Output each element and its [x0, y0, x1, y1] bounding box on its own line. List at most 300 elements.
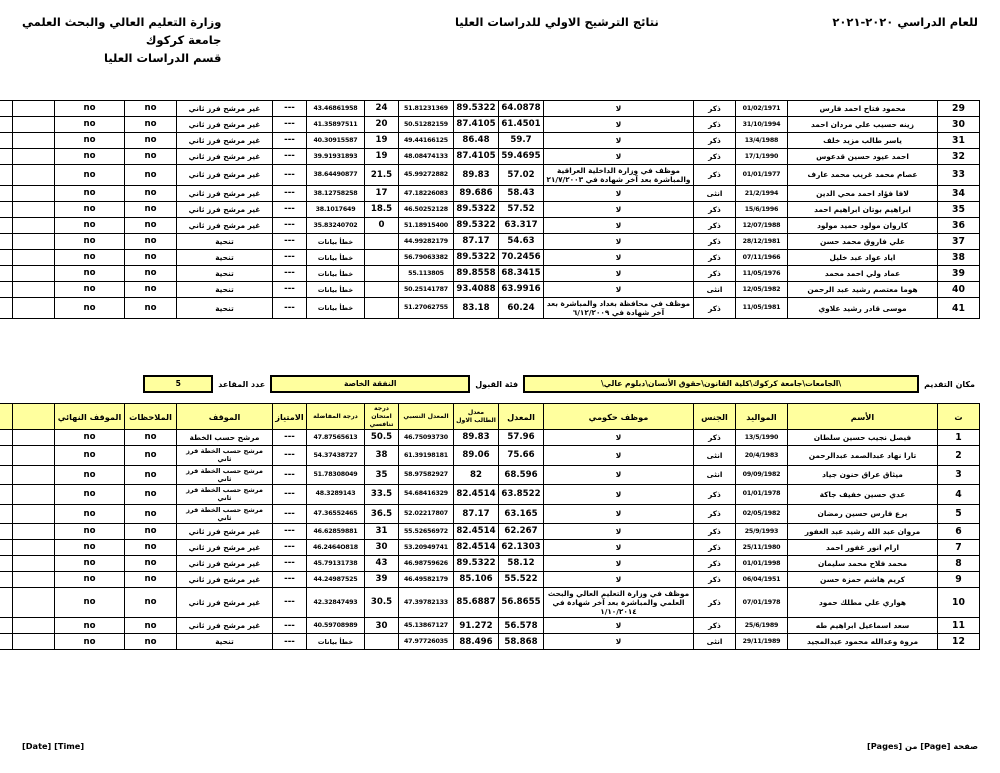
cell-average: 57.96 — [499, 430, 544, 446]
cell-spare-1 — [13, 588, 55, 618]
cell-gov-employee: لا — [544, 186, 694, 202]
cell-notes: no — [125, 149, 177, 165]
cell-gov-employee: لا — [544, 540, 694, 556]
cell-birth: 01/02/1971 — [736, 101, 788, 117]
cell-spare-1 — [13, 218, 55, 234]
cell-birth: 07/11/1966 — [736, 250, 788, 266]
cell-name: عدي حسين خفيف جاكة — [788, 485, 938, 504]
cell-position: تنحية — [177, 298, 273, 319]
cell-competition-degree: 43.46861958 — [307, 101, 365, 117]
cell-final-position: no — [55, 446, 125, 465]
cell-spare-1 — [13, 101, 55, 117]
cell-competition-degree: 41.35897511 — [307, 117, 365, 133]
cell-final-position: no — [55, 485, 125, 504]
col-header-birth: المواليد — [736, 404, 788, 430]
cell-relative-average: 46.75093730 — [399, 430, 454, 446]
cell-notes: no — [125, 540, 177, 556]
cell-average: 62.1303 — [499, 540, 544, 556]
cell-name: هوما معتصم رشيد عبد الرحمن — [788, 282, 938, 298]
page-footer — [0, 741, 1000, 751]
cell-average: 58.868 — [499, 634, 544, 650]
cell-exam-degree: 30 — [365, 540, 399, 556]
cell-final-position: no — [55, 133, 125, 149]
cell-name: مروان عبد الله رشيد عبد الغفور — [788, 524, 938, 540]
cell-index: 5 — [938, 504, 980, 523]
cell-average: 57.02 — [499, 165, 544, 186]
table-row — [0, 556, 980, 572]
cell-sex: ذكر — [694, 298, 736, 319]
cell-relative-average: 44.99282179 — [399, 234, 454, 250]
cell-sex: ذكر — [694, 202, 736, 218]
cell-exam-degree: 24 — [365, 101, 399, 117]
col-header-average: المعدل — [499, 404, 544, 430]
col-header-gov-employee: موظف حكومي — [544, 404, 694, 430]
cell-relative-average: 46.50252128 — [399, 202, 454, 218]
cell-final-position: no — [55, 250, 125, 266]
cell-spare-2 — [0, 234, 13, 250]
cell-first-student-avg: 82.4514 — [454, 540, 499, 556]
cell-gov-employee: لا — [544, 572, 694, 588]
cell-notes: no — [125, 556, 177, 572]
cell-merit: --- — [273, 540, 307, 556]
cell-final-position: no — [55, 465, 125, 484]
cell-birth: 25/9/1993 — [736, 524, 788, 540]
cell-gov-employee: لا — [544, 485, 694, 504]
cell-name: برع فارس حسين رمضان — [788, 504, 938, 523]
table-row — [0, 465, 980, 484]
cell-spare-2 — [0, 572, 13, 588]
cell-sex: ذكر — [694, 165, 736, 186]
cell-spare-2 — [0, 430, 13, 446]
cell-merit: --- — [273, 266, 307, 282]
cell-name: زينه حسيب علي مردان احمد — [788, 117, 938, 133]
cell-final-position: no — [55, 540, 125, 556]
cell-birth: 28/12/1981 — [736, 234, 788, 250]
col-header-final-position: الموقف النهائي — [55, 404, 125, 430]
cell-relative-average: 54.68416329 — [399, 485, 454, 504]
cell-gov-employee: لا — [544, 218, 694, 234]
cell-sex: انثى — [694, 634, 736, 650]
cell-name: ياسر طالب مزيد خلف — [788, 133, 938, 149]
cell-spare-1 — [13, 572, 55, 588]
cell-competition-degree: 35.83240702 — [307, 218, 365, 234]
cell-position: غير مرشح فرز ثاني — [177, 101, 273, 117]
cell-spare-2 — [0, 117, 13, 133]
cell-birth: 20/4/1983 — [736, 446, 788, 465]
cell-spare-1 — [13, 556, 55, 572]
cell-sex: ذكر — [694, 572, 736, 588]
cell-birth: 01/01/1978 — [736, 485, 788, 504]
cell-gov-employee: لا — [544, 133, 694, 149]
table-row — [0, 282, 980, 298]
cell-final-position: no — [55, 218, 125, 234]
cell-relative-average: 45.99272882 — [399, 165, 454, 186]
cell-first-student-avg: 89.8558 — [454, 266, 499, 282]
cell-first-student-avg: 85.6887 — [454, 588, 499, 618]
cell-spare-1 — [13, 186, 55, 202]
cell-spare-1 — [13, 266, 55, 282]
continued-table-body — [0, 101, 980, 319]
cell-competition-degree: 45.79131738 — [307, 556, 365, 572]
main-results-table — [0, 403, 980, 650]
cell-exam-degree: 39 — [365, 572, 399, 588]
cell-first-student-avg: 88.496 — [454, 634, 499, 650]
cell-position: غير مرشح فرز ثاني — [177, 186, 273, 202]
cell-spare-1 — [13, 117, 55, 133]
cell-birth: 09/09/1982 — [736, 465, 788, 484]
cell-gov-employee: موظف في محافظة بغداد والمباشرة بعد آخر شهادة في ٦/١٢/٢٠٠٩ — [544, 298, 694, 319]
cell-index: 33 — [938, 165, 980, 186]
cell-notes: no — [125, 101, 177, 117]
header-organization — [22, 14, 221, 67]
cell-sex: ذكر — [694, 149, 736, 165]
cell-notes: no — [125, 282, 177, 298]
cell-notes: no — [125, 165, 177, 186]
cell-competition-degree: خطأ بيانات — [307, 234, 365, 250]
cell-sex: ذكر — [694, 218, 736, 234]
cell-first-student-avg: 87.17 — [454, 504, 499, 523]
cell-exam-degree: 19 — [365, 149, 399, 165]
cell-merit: --- — [273, 634, 307, 650]
cell-notes: no — [125, 485, 177, 504]
cell-merit: --- — [273, 618, 307, 634]
cell-final-position: no — [55, 298, 125, 319]
cell-gov-employee: لا — [544, 430, 694, 446]
cell-spare-2 — [0, 446, 13, 465]
cell-birth: 01/01/1998 — [736, 556, 788, 572]
cell-gov-employee: موظف في وزارة الداخلية العراقية والمباشرة بعد آخر شهادة في ٢١/٧/٢٠٠٣ — [544, 165, 694, 186]
col-header-relative-average: المعدل النسبي — [399, 404, 454, 430]
cell-first-student-avg: 82.4514 — [454, 524, 499, 540]
cell-sex: انثى — [694, 465, 736, 484]
cell-gov-employee: لا — [544, 634, 694, 650]
cell-first-student-avg: 91.272 — [454, 618, 499, 634]
cell-merit: --- — [273, 504, 307, 523]
cell-spare-2 — [0, 634, 13, 650]
cell-spare-1 — [13, 465, 55, 484]
cell-spare-1 — [13, 282, 55, 298]
cell-position: غير مرشح فرز ثاني — [177, 588, 273, 618]
cell-relative-average: 61.39198181 — [399, 446, 454, 465]
cell-relative-average: 55.52656972 — [399, 524, 454, 540]
cell-birth: 07/01/1978 — [736, 588, 788, 618]
cell-final-position: no — [55, 430, 125, 446]
cell-relative-average: 47.97726035 — [399, 634, 454, 650]
cell-name: فيصل نجيب حسين سلطان — [788, 430, 938, 446]
cell-name: علي فاروق محمد حسن — [788, 234, 938, 250]
col-header-spare-1 — [13, 404, 55, 430]
cell-first-student-avg: 86.48 — [454, 133, 499, 149]
cell-exam-degree — [365, 234, 399, 250]
cell-notes: no — [125, 298, 177, 319]
cell-competition-degree: 38.1017649 — [307, 202, 365, 218]
cell-spare-2 — [0, 504, 13, 523]
cell-average: 62.267 — [499, 524, 544, 540]
cell-position: تنحية — [177, 234, 273, 250]
col-header-sex: الجنس — [694, 404, 736, 430]
cell-competition-degree: 51.78308049 — [307, 465, 365, 484]
cell-competition-degree: 38.64490877 — [307, 165, 365, 186]
cell-final-position: no — [55, 149, 125, 165]
cell-merit: --- — [273, 298, 307, 319]
cell-exam-degree: 30 — [365, 618, 399, 634]
main-table-header — [0, 404, 980, 430]
cell-position: غير مرشح فرز ثاني — [177, 524, 273, 540]
cell-notes: no — [125, 572, 177, 588]
cell-notes: no — [125, 430, 177, 446]
cell-average: 58.12 — [499, 556, 544, 572]
cell-final-position: no — [55, 634, 125, 650]
cell-sex: انثى — [694, 186, 736, 202]
cell-position: تنحية — [177, 250, 273, 266]
cell-spare-1 — [13, 298, 55, 319]
cell-index: 8 — [938, 556, 980, 572]
cell-position: غير مرشح فرز ثاني — [177, 165, 273, 186]
cell-relative-average: 48.08474133 — [399, 149, 454, 165]
cell-final-position: no — [55, 234, 125, 250]
cell-spare-1 — [13, 234, 55, 250]
cell-index: 30 — [938, 117, 980, 133]
table-row — [0, 186, 980, 202]
cell-notes: no — [125, 446, 177, 465]
cell-relative-average: 53.20949741 — [399, 540, 454, 556]
cell-birth: 12/05/1982 — [736, 282, 788, 298]
cell-average: 75.66 — [499, 446, 544, 465]
cell-relative-average: 58.97582927 — [399, 465, 454, 484]
table-row — [0, 618, 980, 634]
cell-spare-2 — [0, 266, 13, 282]
cell-final-position: no — [55, 117, 125, 133]
cell-position: غير مرشح فرز ثاني — [177, 202, 273, 218]
cell-notes: no — [125, 524, 177, 540]
cell-exam-degree: 17 — [365, 186, 399, 202]
cell-birth: 13/4/1988 — [736, 133, 788, 149]
seats-count-value: 5 — [143, 375, 213, 393]
cell-name: تارا نهاد عبدالصمد عبدالرحمن — [788, 446, 938, 465]
cell-gov-employee: لا — [544, 234, 694, 250]
cell-final-position: no — [55, 165, 125, 186]
cell-gov-employee: لا — [544, 618, 694, 634]
cell-exam-degree: 50.5 — [365, 430, 399, 446]
table-row — [0, 234, 980, 250]
cell-first-student-avg: 87.4105 — [454, 149, 499, 165]
continued-results-table — [0, 100, 980, 319]
cell-name: ارام انور غفور احمد — [788, 540, 938, 556]
cell-name: احمد عيود حسين قدعوس — [788, 149, 938, 165]
cell-spare-2 — [0, 298, 13, 319]
cell-exam-degree: 21.5 — [365, 165, 399, 186]
cell-merit: --- — [273, 117, 307, 133]
cell-merit: --- — [273, 250, 307, 266]
cell-exam-degree: 20 — [365, 117, 399, 133]
cell-notes: no — [125, 465, 177, 484]
cell-gov-employee: لا — [544, 446, 694, 465]
cell-spare-1 — [13, 149, 55, 165]
cell-average: 68.3415 — [499, 266, 544, 282]
table-row — [0, 202, 980, 218]
cell-birth: 17/1/1990 — [736, 149, 788, 165]
cell-competition-degree: خطأ بيانات — [307, 266, 365, 282]
cell-merit: --- — [273, 234, 307, 250]
cell-sex: ذكر — [694, 266, 736, 282]
cell-relative-average: 50.25141787 — [399, 282, 454, 298]
cell-birth: 15/6/1996 — [736, 202, 788, 218]
cell-position: غير مرشح فرز ثاني — [177, 556, 273, 572]
cell-birth: 21/2/1994 — [736, 186, 788, 202]
cell-average: 54.63 — [499, 234, 544, 250]
table-row — [0, 634, 980, 650]
cell-spare-2 — [0, 556, 13, 572]
header-academic-year: للعام الدراسي ٢٠٢٠-٢٠٢١ — [832, 15, 978, 29]
cell-merit: --- — [273, 588, 307, 618]
col-header-position: الموقف — [177, 404, 273, 430]
cell-spare-1 — [13, 540, 55, 556]
cell-spare-1 — [13, 202, 55, 218]
cell-position: تنحية — [177, 266, 273, 282]
cell-birth: 01/01/1977 — [736, 165, 788, 186]
header-university: جامعة كركوك — [145, 32, 222, 47]
cell-sex: ذكر — [694, 133, 736, 149]
cell-birth: 11/05/1981 — [736, 298, 788, 319]
cell-competition-degree: 42.32847493 — [307, 588, 365, 618]
cell-relative-average: 46.98759626 — [399, 556, 454, 572]
cell-exam-degree: 31 — [365, 524, 399, 540]
cell-spare-1 — [13, 430, 55, 446]
cell-relative-average: 50.51282159 — [399, 117, 454, 133]
cell-name: كاروان مولود حميد مولود — [788, 218, 938, 234]
cell-competition-degree: 46.62859881 — [307, 524, 365, 540]
cell-sex: ذكر — [694, 504, 736, 523]
cell-position: مرشح حسب الخطة — [177, 430, 273, 446]
cell-birth: 31/10/1994 — [736, 117, 788, 133]
footer-page-number: صفحة [Page] من [Pages] — [867, 741, 978, 751]
cell-name: موسى قادر رشيد علاوي — [788, 298, 938, 319]
cell-competition-degree: 46.2464O818 — [307, 540, 365, 556]
table-row — [0, 485, 980, 504]
cell-first-student-avg: 89.06 — [454, 446, 499, 465]
cell-position: غير مرشح فرز ثاني — [177, 133, 273, 149]
cell-exam-degree — [365, 634, 399, 650]
cell-spare-1 — [13, 618, 55, 634]
cell-spare-2 — [0, 588, 13, 618]
table-row — [0, 446, 980, 465]
cell-index: 6 — [938, 524, 980, 540]
cell-merit: --- — [273, 282, 307, 298]
cell-gov-employee: لا — [544, 149, 694, 165]
cell-first-student-avg: 89.5322 — [454, 556, 499, 572]
cell-merit: --- — [273, 430, 307, 446]
cell-position: مرشح حسب الخطة فرز ثاني — [177, 485, 273, 504]
cell-name: هواري علي مطلك حمود — [788, 588, 938, 618]
cell-competition-degree: 47.36552465 — [307, 504, 365, 523]
cell-sex: ذكر — [694, 430, 736, 446]
cell-spare-2 — [0, 524, 13, 540]
cell-gov-employee: لا — [544, 250, 694, 266]
cell-average: 68.596 — [499, 465, 544, 484]
cell-exam-degree: 33.5 — [365, 485, 399, 504]
cell-notes: no — [125, 117, 177, 133]
cell-competition-degree: خطأ بيانات — [307, 298, 365, 319]
table-row — [0, 250, 980, 266]
table-row — [0, 165, 980, 186]
cell-position: غير مرشح فرز ثاني — [177, 618, 273, 634]
cell-first-student-avg: 89.5322 — [454, 202, 499, 218]
cell-first-student-avg: 93.4088 — [454, 282, 499, 298]
place-of-application-label: مكان التقديم — [924, 379, 975, 389]
cell-merit: --- — [273, 572, 307, 588]
cell-index: 7 — [938, 540, 980, 556]
cell-competition-degree: 48.3289143 — [307, 485, 365, 504]
cell-merit: --- — [273, 446, 307, 465]
cell-first-student-avg: 82 — [454, 465, 499, 484]
cell-merit: --- — [273, 556, 307, 572]
cell-average: 56.8655 — [499, 588, 544, 618]
cell-sex: ذكر — [694, 588, 736, 618]
cell-final-position: no — [55, 202, 125, 218]
table-row — [0, 218, 980, 234]
cell-relative-average: 49.44166125 — [399, 133, 454, 149]
cell-final-position: no — [55, 266, 125, 282]
table-row — [0, 588, 980, 618]
table-row — [0, 133, 980, 149]
cell-average: 63.317 — [499, 218, 544, 234]
header-row — [0, 404, 980, 430]
table-row — [0, 117, 980, 133]
cell-name: عصام محمد غريب محمد عارف — [788, 165, 938, 186]
cell-birth: 25/11/1980 — [736, 540, 788, 556]
cell-exam-degree — [365, 282, 399, 298]
cell-spare-1 — [13, 133, 55, 149]
cell-gov-employee: لا — [544, 282, 694, 298]
col-header-index: ت — [938, 404, 980, 430]
cell-average: 59.4695 — [499, 149, 544, 165]
cell-name: ميثاق عراق حنون جياد — [788, 465, 938, 484]
table-row — [0, 572, 980, 588]
cell-gov-employee: لا — [544, 101, 694, 117]
cell-average: 57.52 — [499, 202, 544, 218]
cell-birth: 13/5/1990 — [736, 430, 788, 446]
cell-position: غير مرشح فرز ثاني — [177, 218, 273, 234]
cell-exam-degree: 38 — [365, 446, 399, 465]
cell-sex: ذكر — [694, 101, 736, 117]
cell-name: محمد فلاح محمد سليمان — [788, 556, 938, 572]
cell-index: 2 — [938, 446, 980, 465]
cell-index: 10 — [938, 588, 980, 618]
cell-spare-1 — [13, 524, 55, 540]
cell-relative-average: 51.81231369 — [399, 101, 454, 117]
table-row — [0, 149, 980, 165]
page-header — [0, 14, 1000, 67]
cell-competition-degree: خطأ بيانات — [307, 634, 365, 650]
cell-final-position: no — [55, 572, 125, 588]
header-ministry: وزارة التعليم العالي والبحث العلمي — [22, 15, 222, 29]
cell-name: اياد عواد عبد خليل — [788, 250, 938, 266]
cell-spare-2 — [0, 485, 13, 504]
cell-merit: --- — [273, 524, 307, 540]
cell-birth: 29/11/1989 — [736, 634, 788, 650]
cell-sex: ذكر — [694, 234, 736, 250]
cell-first-student-avg: 89.83 — [454, 165, 499, 186]
cell-competition-degree: 54.37438727 — [307, 446, 365, 465]
cell-spare-2 — [0, 540, 13, 556]
cell-spare-1 — [13, 485, 55, 504]
cell-gov-employee: لا — [544, 117, 694, 133]
cell-average: 63.165 — [499, 504, 544, 523]
cell-relative-average: 46.49582179 — [399, 572, 454, 588]
col-header-name: الأسم — [788, 404, 938, 430]
cell-final-position: no — [55, 524, 125, 540]
cell-exam-degree: 36.5 — [365, 504, 399, 523]
